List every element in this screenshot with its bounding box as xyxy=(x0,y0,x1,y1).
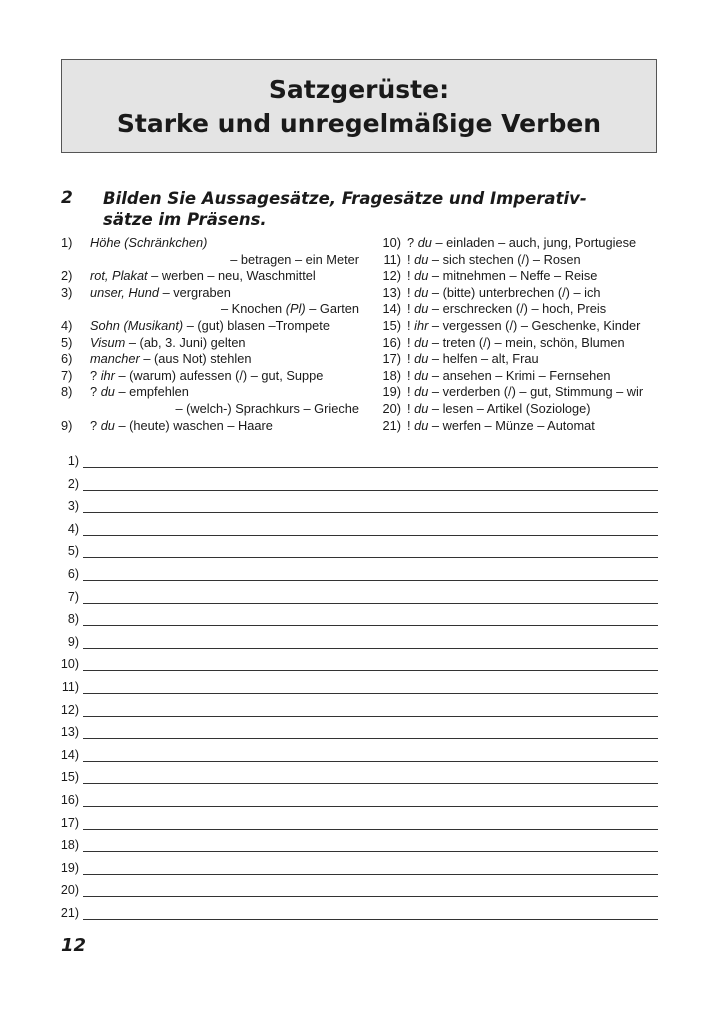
task-number: 2 xyxy=(61,188,73,208)
answer-number: 6) xyxy=(67,566,79,581)
exercise-text xyxy=(407,335,625,352)
answer-row xyxy=(40,633,658,656)
exercise-text xyxy=(90,335,246,352)
answer-writing-line[interactable] xyxy=(83,716,658,717)
exercise-text-segment: – einladen – auch, jung, Portugiese xyxy=(431,235,637,250)
exercise-item xyxy=(61,384,359,401)
exercise-text-segment: ! xyxy=(407,384,415,400)
exercise-item xyxy=(377,351,658,368)
answer-writing-line[interactable] xyxy=(83,761,658,762)
answer-number: 16) xyxy=(60,792,79,807)
answer-number: 15) xyxy=(60,770,79,785)
exercise-text-segment: Sohn (Musikant) xyxy=(90,317,184,333)
answer-number: 20) xyxy=(60,883,79,898)
exercise-text-segment: – lesen – Artikel (Soziologe) xyxy=(428,400,591,416)
exercise-text-segment: ! xyxy=(407,351,415,367)
exercise-text-segment: ! xyxy=(407,334,415,350)
exercise-number: 12) xyxy=(382,268,401,284)
exercise-text xyxy=(407,351,539,368)
answer-writing-line[interactable] xyxy=(83,829,658,830)
exercise-item-continuation xyxy=(61,252,359,269)
answer-number: 5) xyxy=(67,544,79,559)
exercise-number: 20) xyxy=(382,400,401,416)
exercise-text-segment: du xyxy=(414,334,429,350)
exercise-text xyxy=(407,368,610,385)
task-instruction xyxy=(103,188,663,230)
exercise-number: 1) xyxy=(61,235,73,250)
exercise-number: 13) xyxy=(382,284,401,300)
answer-row xyxy=(40,768,658,791)
exercise-text-segment: – vergessen (/) – Geschenke, Kinder xyxy=(428,317,641,333)
exercise-text-segment: – vergraben xyxy=(159,284,231,300)
exercise-item xyxy=(377,301,658,318)
exercise-item xyxy=(61,318,359,335)
answer-number: 12) xyxy=(60,702,79,717)
answer-row xyxy=(40,814,658,837)
answer-row xyxy=(40,452,658,475)
exercise-number: 5) xyxy=(61,334,73,350)
exercise-text-segment: – werfen – Münze – Automat xyxy=(428,417,595,433)
exercise-text xyxy=(230,252,359,269)
exercise-text-segment: (Pl) xyxy=(285,301,306,317)
exercise-list-right xyxy=(377,235,658,434)
answer-writing-line[interactable] xyxy=(83,603,658,604)
answer-writing-line[interactable] xyxy=(83,874,658,875)
answer-writing-line[interactable] xyxy=(83,648,658,649)
exercise-text-segment: ! xyxy=(407,301,415,317)
answer-row xyxy=(40,497,658,520)
answer-row xyxy=(40,610,658,633)
exercise-item xyxy=(61,285,359,302)
answer-number: 8) xyxy=(67,612,79,627)
exercise-text-segment: ihr xyxy=(100,367,115,383)
page-title-line-2: Starke und unregelmäßige Verben xyxy=(116,109,602,138)
exercise-item xyxy=(61,235,359,252)
answer-row xyxy=(40,904,658,927)
answer-row xyxy=(40,655,658,678)
title-box xyxy=(61,59,657,153)
exercise-text-segment: du xyxy=(414,284,429,300)
exercise-text xyxy=(90,418,273,435)
exercise-text-segment: – empfehlen xyxy=(114,384,189,400)
answer-writing-line[interactable] xyxy=(83,512,658,513)
exercise-text-segment: du xyxy=(414,367,429,383)
exercise-item xyxy=(377,401,658,418)
exercise-text-segment: – Garten xyxy=(305,301,359,317)
exercise-item xyxy=(61,351,359,368)
answer-row xyxy=(40,475,658,498)
exercise-text xyxy=(407,252,581,269)
exercise-text-segment: ? xyxy=(407,235,418,250)
page-title-line-1: Satzgerüste: xyxy=(268,75,450,104)
exercise-text xyxy=(90,268,316,285)
exercise-text xyxy=(407,418,595,435)
exercise-text-segment: – werben – neu, Waschmittel xyxy=(147,268,316,284)
answer-number: 13) xyxy=(60,725,79,740)
answer-writing-line[interactable] xyxy=(83,490,658,491)
exercise-item-continuation xyxy=(61,401,359,418)
exercise-text-segment: – (warum) aufessen (/) – gut, Suppe xyxy=(114,367,324,383)
answer-writing-line[interactable] xyxy=(83,670,658,671)
exercise-text-segment: du xyxy=(414,400,429,416)
answer-writing-line[interactable] xyxy=(83,625,658,626)
exercise-item xyxy=(377,384,658,401)
answer-row xyxy=(40,542,658,565)
answer-writing-line[interactable] xyxy=(83,783,658,784)
exercise-text-segment: – helfen – alt, Frau xyxy=(428,351,539,367)
answer-row xyxy=(40,723,658,746)
exercise-text-segment: – (heute) waschen – Haare xyxy=(114,417,273,433)
exercise-text xyxy=(407,235,636,252)
exercise-text-segment: – verderben (/) – gut, Stimmung – wir xyxy=(428,384,644,400)
exercise-number: 3) xyxy=(61,284,73,300)
answer-row xyxy=(40,520,658,543)
answer-row xyxy=(40,881,658,904)
exercise-text-segment: – ansehen – Krimi – Fernsehen xyxy=(428,367,611,383)
answer-number: 18) xyxy=(60,838,79,853)
exercise-number: 21) xyxy=(382,417,401,433)
exercise-text xyxy=(90,384,189,401)
exercise-text-segment: ? xyxy=(90,417,101,433)
answer-number: 1) xyxy=(67,454,79,468)
answer-writing-line[interactable] xyxy=(83,851,658,852)
answer-number: 3) xyxy=(67,499,79,514)
exercise-text xyxy=(90,368,323,385)
exercise-item xyxy=(377,252,658,269)
task-instruction-line-2: sätze im Präsens. xyxy=(103,210,267,229)
answer-row xyxy=(40,588,658,611)
answer-writing-line[interactable] xyxy=(83,467,658,468)
exercise-text-segment: – treten (/) – mein, schön, Blumen xyxy=(428,334,625,350)
answer-writing-line[interactable] xyxy=(83,535,658,536)
exercise-list-left xyxy=(61,235,359,434)
exercise-text-segment: Höhe (Schränkchen) xyxy=(90,235,208,250)
exercise-text-segment: ! xyxy=(407,251,415,267)
exercise-text-segment: – (welch-) Sprachkurs – Grieche xyxy=(175,400,359,416)
exercise-number: 2) xyxy=(61,268,73,284)
exercise-text xyxy=(407,384,643,401)
exercise-text xyxy=(90,235,207,252)
exercise-text-segment: – betragen – ein Meter xyxy=(230,251,359,267)
exercise-text-segment: – sich stechen (/) – Rosen xyxy=(428,251,581,267)
answer-row xyxy=(40,859,658,882)
exercise-item xyxy=(377,318,658,335)
exercise-number: 11) xyxy=(383,251,401,267)
exercise-text-segment: – (aus Not) stehlen xyxy=(139,351,252,367)
exercise-item-continuation xyxy=(61,301,359,318)
answer-writing-line[interactable] xyxy=(83,896,658,897)
exercise-number: 6) xyxy=(61,351,73,367)
exercise-text-segment: – (ab, 3. Juni) gelten xyxy=(125,334,246,350)
exercise-text-segment: du xyxy=(414,301,429,317)
answer-number: 7) xyxy=(67,589,79,604)
exercise-text-segment: ! xyxy=(407,400,415,416)
answer-number: 10) xyxy=(60,657,79,672)
exercise-item xyxy=(377,285,658,302)
exercise-number: 15) xyxy=(382,317,401,333)
exercise-number: 9) xyxy=(61,417,73,433)
exercise-text xyxy=(90,351,251,368)
answer-row xyxy=(40,836,658,859)
answer-row xyxy=(40,791,658,814)
answer-writing-line[interactable] xyxy=(83,919,658,920)
exercise-text-segment: – (bitte) unterbrechen (/) – ich xyxy=(428,284,601,300)
answer-number: 4) xyxy=(67,521,79,536)
exercise-text-segment: – erschrecken (/) – hoch, Preis xyxy=(428,301,607,317)
exercise-item xyxy=(61,268,359,285)
exercise-text-segment: mancher xyxy=(90,351,140,367)
exercise-item xyxy=(377,368,658,385)
page-number: 12 xyxy=(61,935,87,956)
task-instruction-line-1: Bilden Sie Aussagesätze, Fragesätze und Imperativ- xyxy=(103,189,587,208)
answer-number: 2) xyxy=(67,476,79,491)
exercise-text xyxy=(407,318,640,335)
exercise-text xyxy=(90,318,330,335)
answer-writing-line[interactable] xyxy=(83,806,658,807)
exercise-text xyxy=(407,301,606,318)
answer-row xyxy=(40,678,658,701)
answer-lines xyxy=(40,452,658,926)
exercise-item xyxy=(61,418,359,435)
answer-number: 14) xyxy=(60,747,79,762)
exercise-text xyxy=(407,401,591,418)
exercise-number: 8) xyxy=(61,384,73,400)
answer-number: 21) xyxy=(60,905,79,920)
exercise-item xyxy=(61,368,359,385)
answer-number: 19) xyxy=(60,860,79,875)
exercise-number: 7) xyxy=(61,367,73,383)
exercise-text-segment: – mitnehmen – Neffe – Reise xyxy=(428,268,598,284)
exercise-text-segment: du xyxy=(414,251,429,267)
exercise-item xyxy=(61,335,359,352)
exercise-text-segment: ihr xyxy=(414,317,429,333)
answer-number: 11) xyxy=(61,679,79,694)
exercise-number: 10) xyxy=(382,235,401,250)
answer-writing-line[interactable] xyxy=(83,738,658,739)
exercise-number: 4) xyxy=(61,317,73,333)
answer-number: 17) xyxy=(60,815,79,830)
exercise-text-segment: du xyxy=(414,384,429,400)
answer-writing-line[interactable] xyxy=(83,693,658,694)
exercise-text xyxy=(176,401,360,418)
exercise-text-segment: du xyxy=(100,384,115,400)
exercise-item xyxy=(377,235,658,252)
answer-number: 9) xyxy=(67,634,79,649)
exercise-text-segment: ! xyxy=(407,284,415,300)
exercise-number: 16) xyxy=(382,334,401,350)
exercise-text-segment: Visum xyxy=(90,334,126,350)
answer-row xyxy=(40,746,658,769)
exercise-text-segment: du xyxy=(417,235,432,250)
exercise-item xyxy=(377,335,658,352)
answer-row xyxy=(40,565,658,588)
exercise-text xyxy=(90,285,231,302)
exercise-number: 19) xyxy=(382,384,401,400)
answer-row xyxy=(40,701,658,724)
exercise-number: 14) xyxy=(382,301,401,317)
answer-writing-line[interactable] xyxy=(83,557,658,558)
exercise-text-segment: unser, Hund xyxy=(90,284,160,300)
exercise-text-segment: ? xyxy=(90,367,101,383)
exercise-text xyxy=(407,268,597,285)
exercise-text xyxy=(221,301,359,318)
exercise-text-segment: du xyxy=(414,268,429,284)
answer-writing-line[interactable] xyxy=(83,580,658,581)
exercise-text-segment: du xyxy=(414,417,429,433)
exercise-item xyxy=(377,268,658,285)
exercise-text-segment: du xyxy=(100,417,115,433)
exercise-text-segment: ! xyxy=(407,317,415,333)
exercise-number: 17) xyxy=(382,351,401,367)
exercise-text-segment: ? xyxy=(90,384,101,400)
exercise-text-segment: ! xyxy=(407,417,415,433)
exercise-text-segment: ! xyxy=(407,268,415,284)
exercise-number: 18) xyxy=(382,367,401,383)
exercise-text-segment: ! xyxy=(407,367,415,383)
exercise-item xyxy=(377,418,658,435)
exercise-text-segment: – (gut) blasen –Trompete xyxy=(183,317,330,333)
exercise-text-segment: – Knochen xyxy=(220,301,286,317)
exercise-text xyxy=(407,285,601,302)
exercise-text-segment: du xyxy=(414,351,429,367)
exercise-text-segment: rot, Plakat xyxy=(90,268,148,284)
